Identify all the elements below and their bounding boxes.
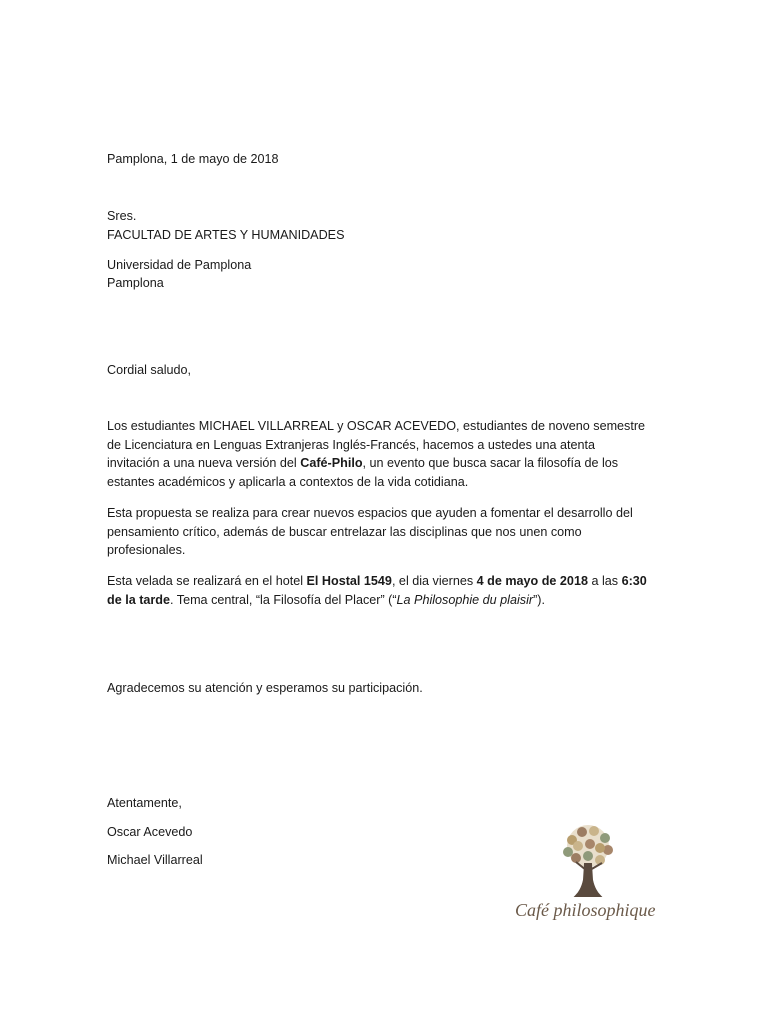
event-time: 6:30 de la tarde xyxy=(107,574,647,607)
details-text-b: , el dia viernes xyxy=(391,574,477,588)
signer-oscar: Oscar Acevedo xyxy=(107,825,193,839)
event-name: Café-Philo xyxy=(300,456,363,471)
recipient-salutation: Sres. xyxy=(107,209,137,223)
recipient-city: Pamplona xyxy=(107,276,164,290)
closing-thanks: Agradecemos su atención y esperamos su participación. xyxy=(107,681,423,695)
signer-michael: Michael Villarreal xyxy=(107,853,203,867)
details-text-d: . Tema central, “la Filosofía del Placer” (“ xyxy=(170,592,397,607)
paragraph-invitation-text: Los estudiantes MICHAEL VILLARREAL y OSCAR ACEVEDO, estudiantes de noveno semestre de Licenciatura en Lenguas Extranjeras Inglés-Francés, hacemos a ustedes una atenta invitación a una nueva versión del xyxy=(107,419,646,471)
greeting: Cordial saludo, xyxy=(107,363,192,377)
french-title: La Philosophie du plaisir xyxy=(396,592,534,607)
details-text-c: a las xyxy=(587,574,622,588)
details-text-a: Esta velada se realizará en el hotel xyxy=(107,574,307,588)
logo-text: Café philosophique xyxy=(515,900,656,920)
hotel-name: El Hostal 1549 xyxy=(306,574,392,588)
paragraph-purpose: Esta propuesta se realiza para crear nuevos espacios que ayuden a fomentar el desarrollo del pensamiento crítico, además de buscar entrelazar las disciplinas que nos unen como profesionales. xyxy=(107,506,633,558)
details-text-e: ”). xyxy=(533,592,545,607)
event-date: 4 de mayo de 2018 xyxy=(476,574,588,588)
recipient-faculty: FACULTAD DE ARTES Y HUMANIDADES xyxy=(107,228,345,242)
paragraph-invitation-end: , un evento que busca sacar la filosofía de los estantes académicos y aplicarla a contextos de la vida cotidiana. xyxy=(107,456,619,489)
paragraph-invitation xyxy=(107,417,647,491)
recipient-university: Universidad de Pamplona xyxy=(107,258,252,272)
tree-trunk xyxy=(576,862,602,896)
letter-date: Pamplona, 1 de mayo de 2018 xyxy=(107,152,279,166)
signoff: Atentamente, xyxy=(107,796,182,810)
tree-canopy xyxy=(563,825,613,867)
paragraph-details xyxy=(107,572,647,609)
